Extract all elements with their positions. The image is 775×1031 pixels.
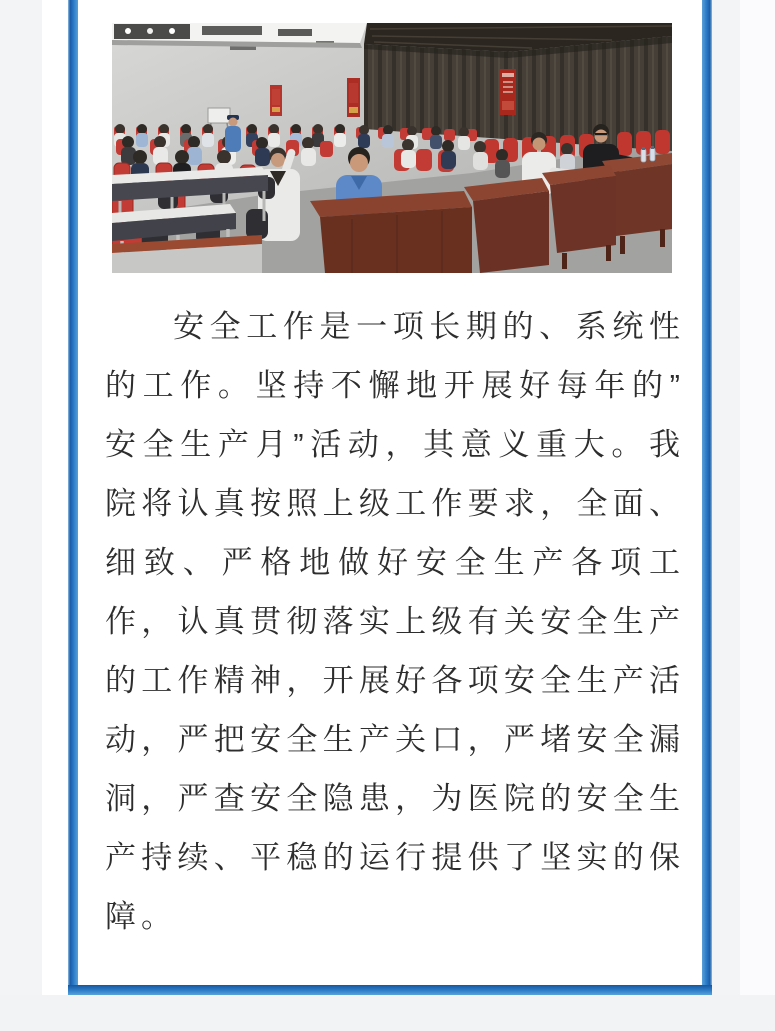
paragraph-line: 的工作精神，开展好各项安全生产活: [105, 663, 680, 698]
paragraph-line: 院将认真按照上级工作要求，全面、: [105, 486, 680, 521]
red-banner-icon: [347, 78, 360, 117]
red-banner-icon: [500, 69, 516, 115]
page-footer-band: [0, 995, 775, 1031]
card-right-border: [702, 0, 712, 985]
conference-photo: [112, 23, 672, 273]
paragraph-line: 安全工作是一项长期的、系统性: [173, 309, 680, 344]
paragraph-line: 洞，严查安全隐患，为医院的安全生: [105, 781, 680, 816]
card-bottom-border: [68, 985, 712, 995]
article-paragraph: [105, 297, 680, 946]
paragraph-line: 动，严把安全生产关口，严堵安全漏: [105, 722, 680, 757]
paragraph-line: 作，认真贯彻落实上级有关安全生产: [105, 604, 680, 639]
conference-photo-illustration: [112, 23, 672, 273]
paragraph-line: 的工作。坚持不懈地开展好每年的”: [105, 368, 680, 403]
red-banner-icon: [270, 85, 282, 116]
paragraph-line: 产持续、平稳的运行提供了坚实的保: [105, 840, 680, 875]
card-left-border: [68, 0, 78, 985]
paragraph-line: 安全生产月”活动，其意义重大。我: [105, 427, 680, 462]
paragraph-line: 细致、严格地做好安全生产各项工: [105, 545, 680, 580]
paragraph-line: 障。: [105, 899, 177, 934]
content-card: [68, 0, 712, 995]
